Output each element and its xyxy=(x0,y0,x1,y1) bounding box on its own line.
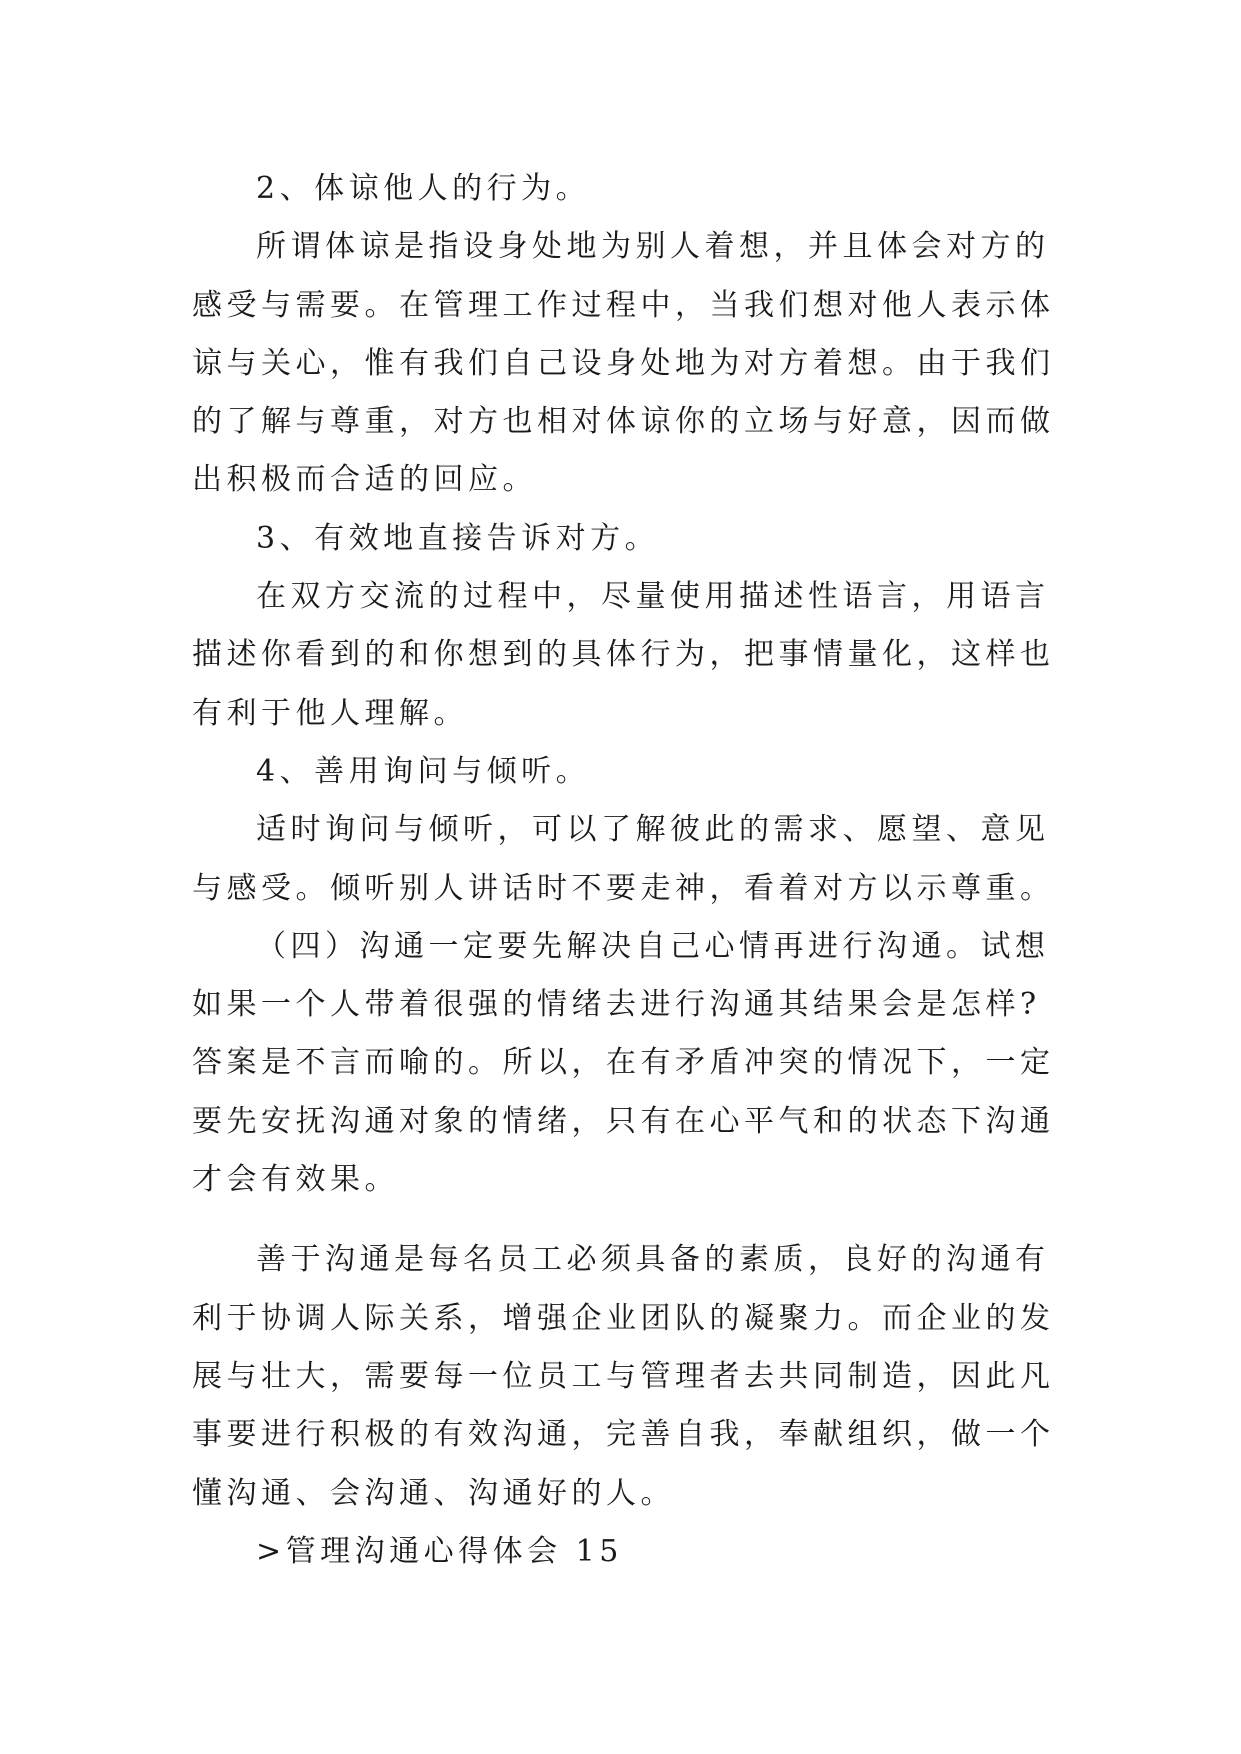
paragraph-section-four: （四）沟通一定要先解决自己心情再进行沟通。试想如果一个人带着很强的情绪去进行沟通其结果会是怎样?答案是不言而喻的。所以，在有矛盾冲突的情况下，一定要先安抚沟通对象的情绪，只有在心平气和的状态下沟通才会有效果。 xyxy=(192,928,1055,1198)
paragraph-empathy: 所谓体谅是指设身处地为别人着想，并且体会对方的感受与需要。在管理工作过程中，当我们想对他人表示体谅与关心，惟有我们自己设身处地为对方着想。由于我们的了解与尊重，对方也相对体谅你的立场与好意，因而做出积极而合适的回应。 xyxy=(192,229,1055,498)
paragraph-conclusion: 善于沟通是每名员工必须具备的素质，良好的沟通有利于协调人际关系，增强企业团队的凝聚力。而企业的发展与壮大，需要每一位员工与管理者去共同制造，因此凡事要进行积极的有效沟通，完善自我，奉献组织，做一个懂沟通、会沟通、沟通好的人。 xyxy=(192,1242,1055,1511)
paragraph-direct-communication: 在双方交流的过程中，尽量使用描述性语言，用语言描述你看到的和你想到的具体行为，把事情量化，这样也有利于他人理解。 xyxy=(192,579,1055,731)
document-page xyxy=(192,160,1072,1581)
next-article-link[interactable]: >管理沟通心得体会 15 xyxy=(256,1533,623,1569)
heading-point-4: 4、善用询问与倾听。 xyxy=(256,753,591,789)
paragraph-listening: 适时询问与倾听，可以了解彼此的需求、愿望、意见与感受。倾听别人讲话时不要走神，看着对方以示尊重。 xyxy=(192,812,1055,906)
heading-point-2: 2、体谅他人的行为。 xyxy=(256,171,591,206)
heading-point-3: 3、有效地直接告诉对方。 xyxy=(256,520,660,556)
